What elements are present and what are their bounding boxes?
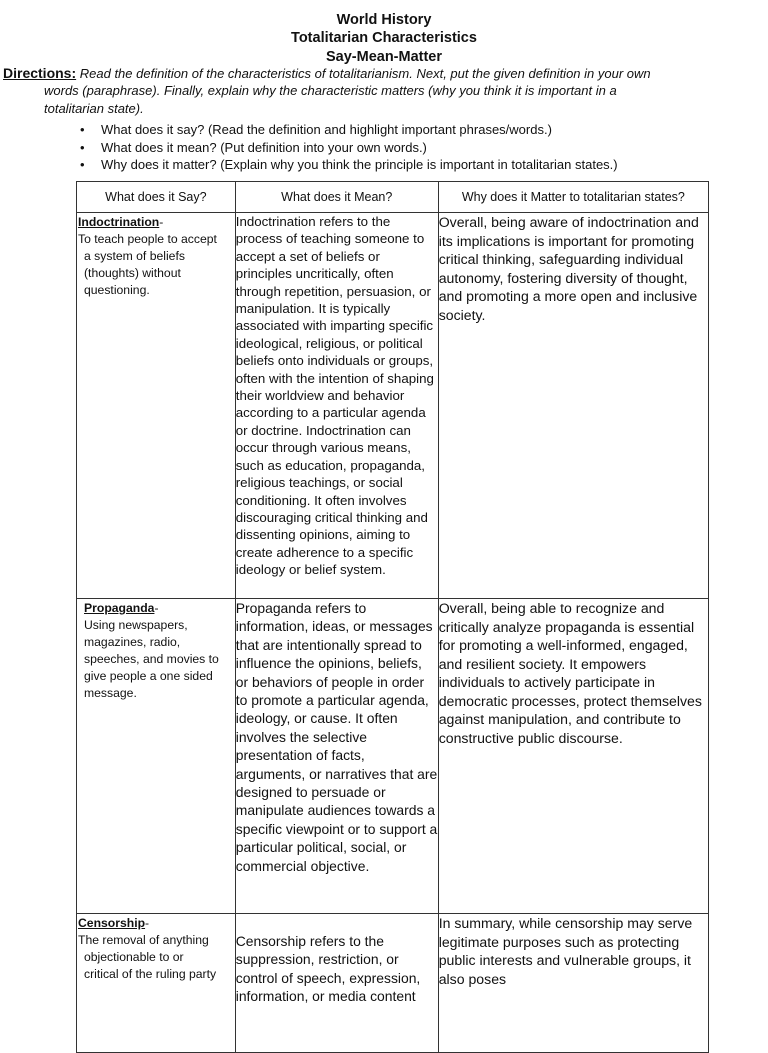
directions xyxy=(3,65,763,117)
matter-cell: In summary, while censorship may serve legitimate purposes such as protecting public interests and vulnerable groups, it also poses xyxy=(438,914,708,1053)
mean-cell: Propaganda refers to information, ideas, or messages that are intentionally spread to influence the opinions, beliefs, or behaviors of people in order to promote a particular agenda, ideology, or cause. It often involves the selective presentation of facts, arguments, or narratives that are designed to persuade or manipulate audiences towards a specific viewpoint or to support a particular political, social, or commercial objective. xyxy=(235,599,438,914)
say-cell: Censorship- The removal of anything objectionable to or critical of the ruling party xyxy=(77,914,236,1053)
directions-line-2: words (paraphrase). Finally, explain why the characteristic matters (why you think it is important in a xyxy=(44,83,617,99)
say-cell: Indoctrination- To teach people to accept a system of beliefs (thoughts) without questioning. xyxy=(77,213,236,599)
table-header-row xyxy=(77,182,709,213)
mean-cell: Indoctrination refers to the process of teaching someone to accept a set of beliefs or principles uncritically, often through repetition, persuasion, or manipulation. It is typically associated with imparting specific ideological, religious, or political beliefs onto individuals or groups, often with the intention of shaping their worldview and behavior according to a particular agenda or doctrine. Indoctrination can occur through various means, such as education, propaganda, religious teachings, or social conditioning. It often involves discouraging critical thinking and dissenting opinions, aiming to create adherence to a specific ideology or belief system. xyxy=(235,213,438,599)
header-say: What does it Say? xyxy=(77,182,236,213)
table-row xyxy=(77,914,709,1053)
activity-title: Say-Mean-Matter xyxy=(325,49,443,65)
bullet-icon: • xyxy=(80,122,85,137)
directions-line-3: totalitarian state). xyxy=(44,100,144,116)
header-matter: Why does it Matter to totalitarian states? xyxy=(438,182,708,213)
definition: Using newspapers, magazines, radio, speeches, and movies to give people a one sided message. xyxy=(84,617,219,700)
question-list xyxy=(80,121,618,174)
directions-label: Directions: xyxy=(3,65,77,81)
mean-cell: Censorship refers to the suppression, restriction, or control of speech, expression, information, or media content xyxy=(235,914,438,1053)
matter-cell: Overall, being able to recognize and critically analyze propaganda is essential for promoting a well-informed, engaged, and resilient society. It empowers individuals to actively participate in democratic processes, protect themselves against manipulation, and contribute to constructive public discourse. xyxy=(438,599,708,914)
directions-line-1: Read the definition of the characteristics of totalitarianism. Next, put the given definition in your own xyxy=(79,66,651,81)
say-cell: Propaganda- Using newspapers, magazines, radio, speeches, and movies to give people a one sided message. xyxy=(77,599,236,914)
say-mean-matter-table xyxy=(76,181,709,1053)
header-mean: What does it Mean? xyxy=(235,182,438,213)
list-item: • Why does it matter? (Explain why you think the principle is important in totalitarian states.) xyxy=(80,157,618,172)
document-title: World History xyxy=(336,12,432,28)
definition: To teach people to accept a system of beliefs (thoughts) without questioning. xyxy=(78,231,217,297)
document-subtitle: Totalitarian Characteristics xyxy=(291,30,477,46)
list-item: • What does it mean? (Put definition into your own words.) xyxy=(80,139,427,155)
term-label: Censorship xyxy=(78,916,146,930)
definition: The removal of anything objectionable to or critical of the ruling party xyxy=(78,932,217,981)
term-label: Propaganda xyxy=(84,601,155,615)
term-label: Indoctrination xyxy=(78,215,160,229)
table-row xyxy=(77,599,709,914)
bullet-icon: • xyxy=(80,139,85,155)
table-row xyxy=(77,213,709,599)
bullet-icon: • xyxy=(80,157,85,172)
matter-cell: Overall, being aware of indoctrination and its implications is important for promoting critical thinking, safeguarding individual autonomy, fostering diversity of thought, and promoting a more open and inclusive society. xyxy=(438,213,708,599)
list-item: • What does it say? (Read the definition and highlight important phrases/words.) xyxy=(80,122,552,137)
